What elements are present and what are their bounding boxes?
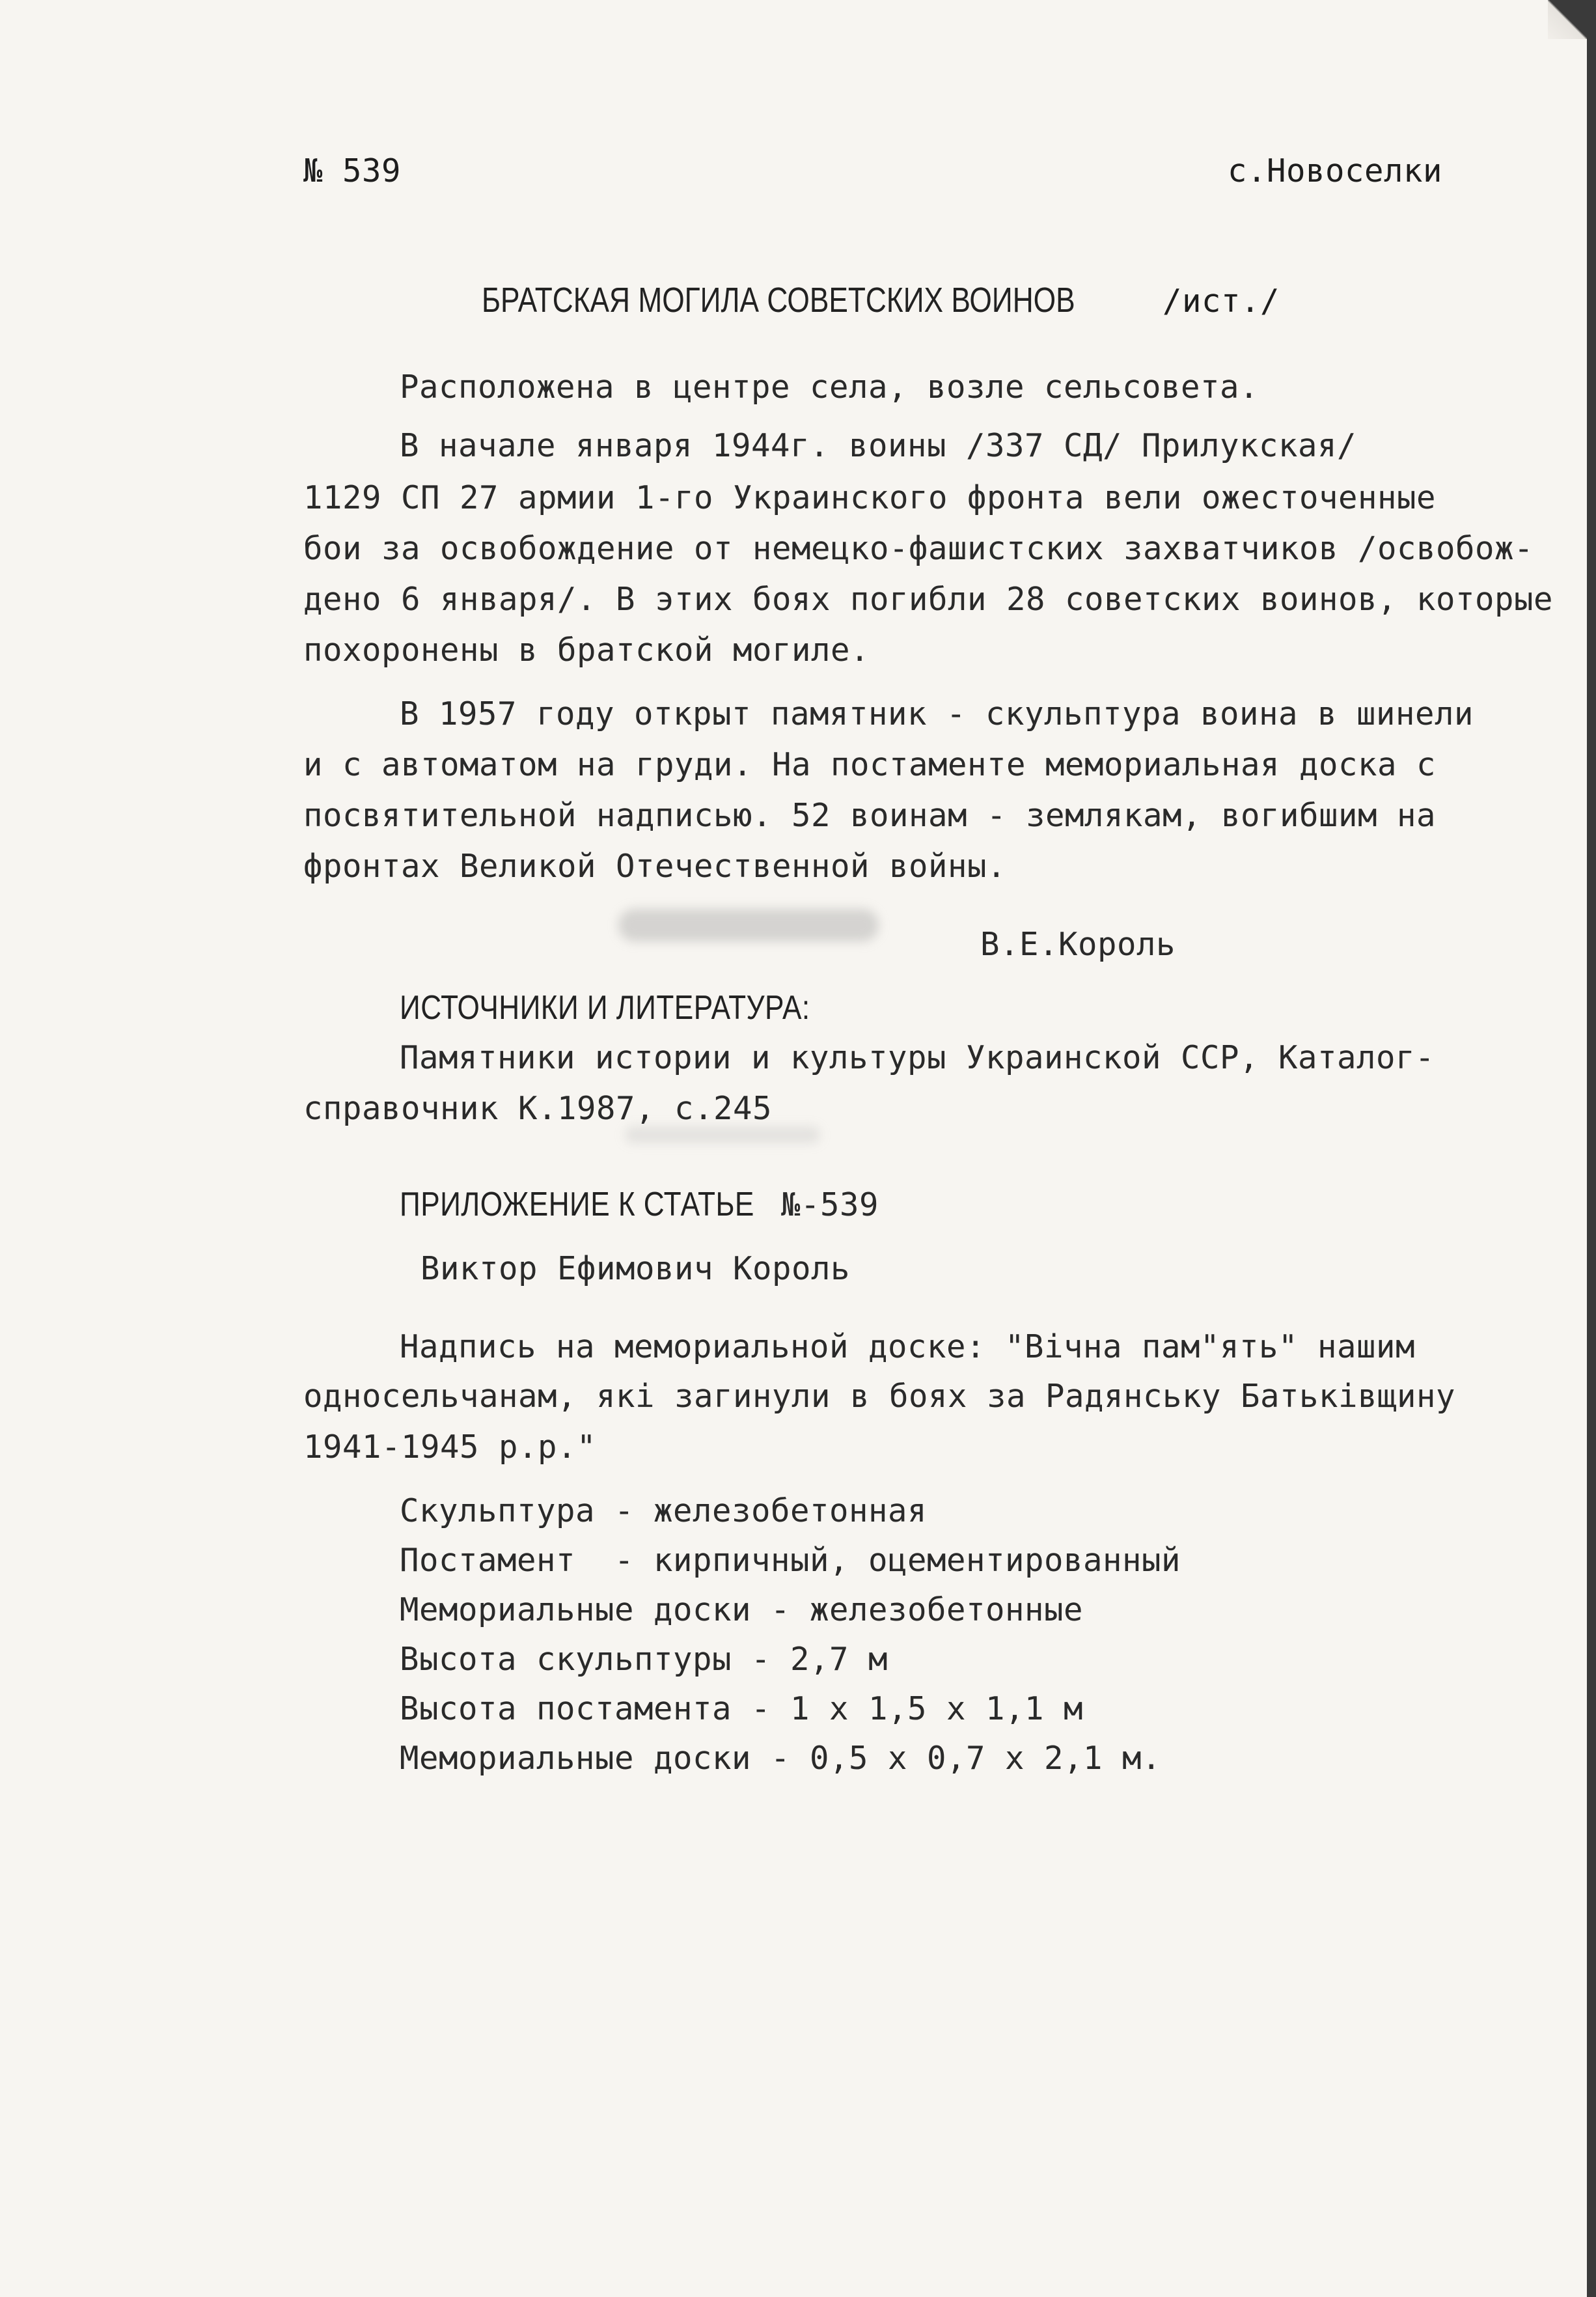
spec-line: Мемориальные доски - 0,5 х 0,7 х 2,1 м. bbox=[400, 1740, 1162, 1777]
sources-line: Памятники истории и культуры Украинской ССР, Каталог- bbox=[400, 1039, 1435, 1076]
appendix-heading: ПРИЛОЖЕНИЕ К СТАТЬЕ bbox=[400, 1186, 754, 1223]
place-name: с.Новоселки bbox=[1228, 152, 1443, 189]
inscription-line: Надпись на мемориальной доске: "Вiчна пам"ять" нашим bbox=[400, 1328, 1416, 1365]
paragraph-history-line: бои за освобождение от немецко-фашистских захватчиков /освобож- bbox=[303, 530, 1534, 567]
spec-line: Скульптура - железобетонная bbox=[400, 1492, 928, 1529]
paragraph-history-line: дено 6 января/. В этих боях погибли 28 советских воинов, которые bbox=[303, 581, 1554, 618]
paragraph-history-line: 1129 СП 27 армии 1-го Украинского фронта вели ожесточенные bbox=[303, 479, 1437, 516]
spec-line: Высота скульптуры - 2,7 м bbox=[400, 1641, 888, 1678]
spec-line: Мемориальные доски - железобетонные bbox=[400, 1591, 1084, 1628]
paragraph-monument-line: В 1957 году открыт памятник - скульптура воина в шинели bbox=[400, 695, 1474, 732]
ink-smudge bbox=[625, 1126, 820, 1143]
paragraph-history-line: похоронены в братской могиле. bbox=[303, 632, 870, 669]
sources-heading: ИСТОЧНИКИ И ЛИТЕРАТУРА: bbox=[400, 989, 810, 1027]
spec-line: Постамент - кирпичный, оцементированный bbox=[400, 1542, 1181, 1579]
ink-smudge bbox=[618, 909, 879, 941]
document-number: № 539 bbox=[303, 152, 402, 189]
inscription-line: 1941-1945 р.р." bbox=[303, 1428, 597, 1466]
paragraph-monument-line: фронтах Великой Отечественной войны. bbox=[303, 848, 1007, 885]
document-title: БРАТСКАЯ МОГИЛА СОВЕТСКИХ ВОИНОВ bbox=[482, 281, 1075, 320]
paragraph-history-line: В начале января 1944г. воины /337 СД/ Прилукская/ bbox=[400, 427, 1357, 464]
paragraph-monument-line: и с автоматом на груди. На постаменте мемориальная доска с bbox=[303, 746, 1437, 783]
paragraph-location: Расположена в центре села, возле сельсовета. bbox=[400, 369, 1259, 406]
appendix-number: №-539 bbox=[781, 1186, 879, 1223]
sources-line: справочник К.1987, с.245 bbox=[303, 1090, 773, 1127]
page-corner-fold bbox=[1548, 0, 1587, 39]
author-signature: В.Е.Король bbox=[980, 926, 1176, 963]
inscription-line: односельчанам, якi загинули в боях за Радянську Батькiвщину bbox=[303, 1378, 1456, 1415]
appendix-author: Виктор Ефимович Король bbox=[420, 1250, 851, 1287]
paragraph-monument-line: посвятительной надписью. 52 воинам - землякам, вогибшим на bbox=[303, 797, 1437, 834]
spec-line: Высота постамента - 1 х 1,5 х 1,1 м bbox=[400, 1690, 1084, 1727]
title-note: /ист./ bbox=[1163, 283, 1280, 320]
